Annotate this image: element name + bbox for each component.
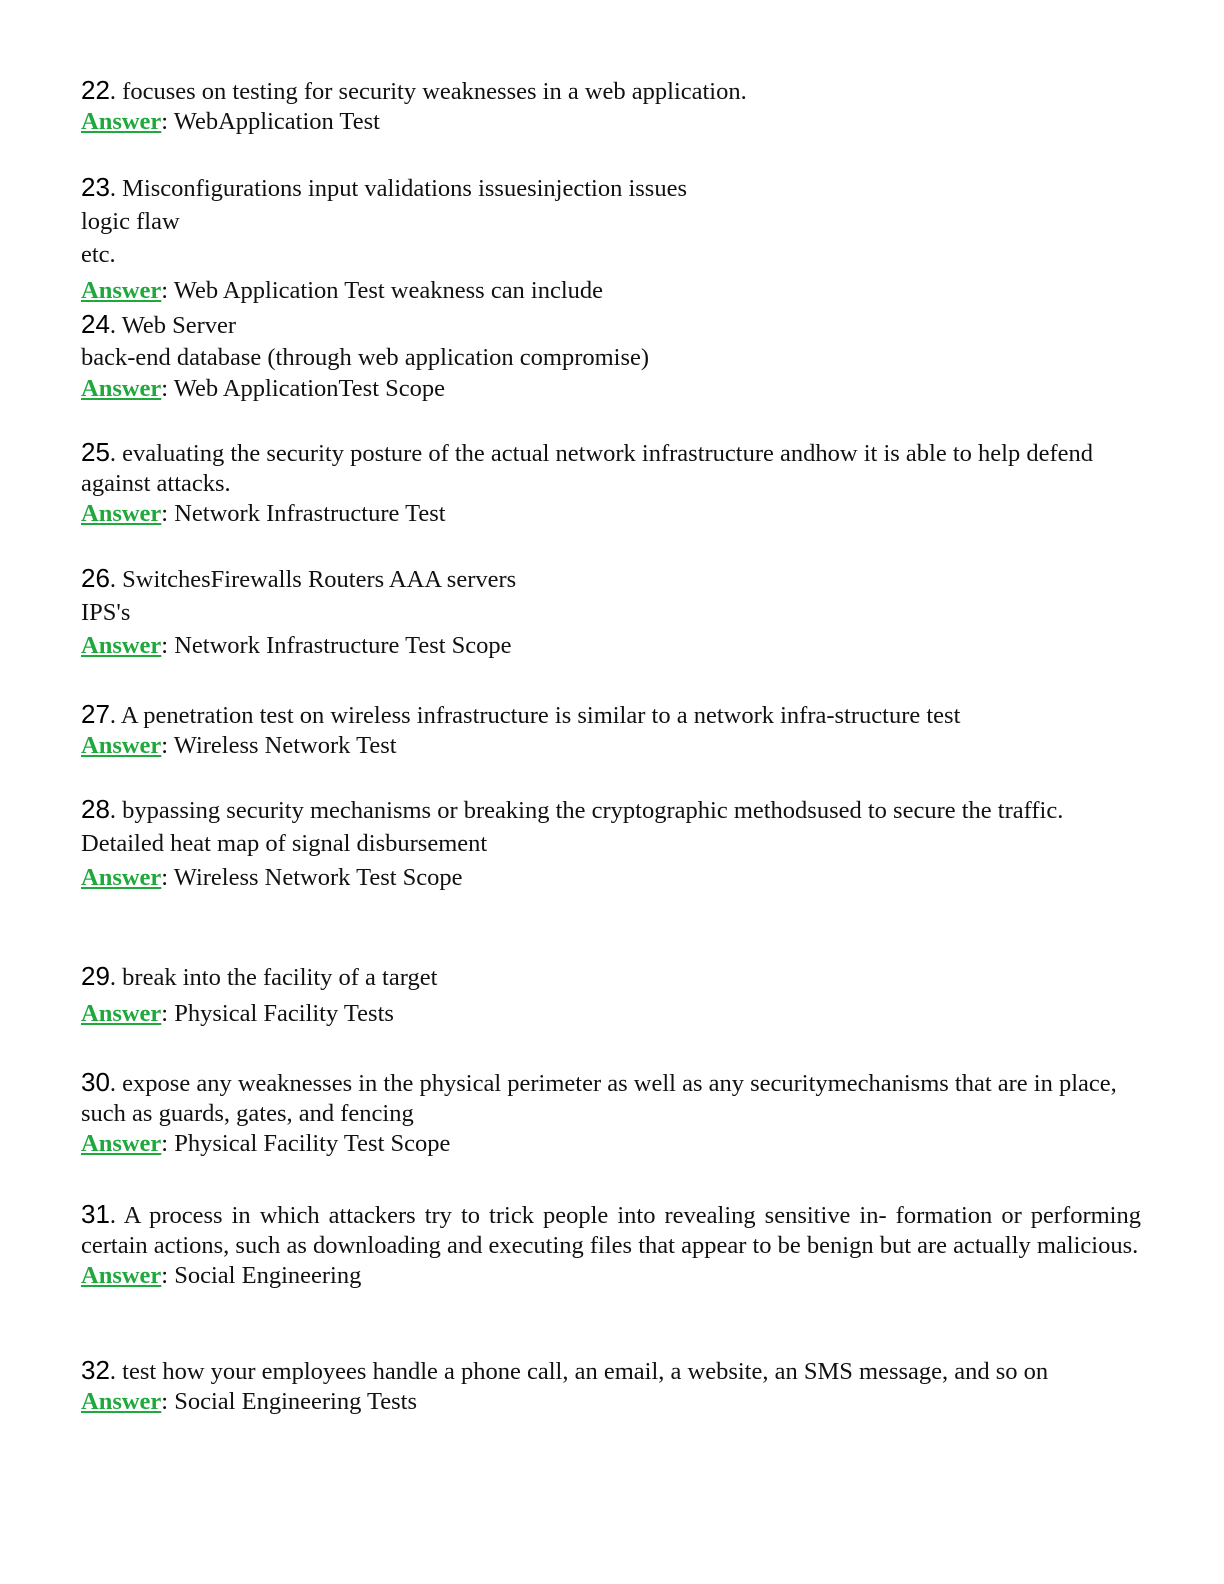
question-line-extra: logic flaw bbox=[81, 208, 180, 235]
answer-label: Answer bbox=[81, 108, 162, 135]
answer-label: Answer bbox=[81, 277, 162, 304]
question-number: 29 bbox=[81, 961, 110, 991]
question-line-extra: IPS's bbox=[81, 599, 131, 626]
answer-text: Web ApplicationTest Scope bbox=[173, 375, 445, 402]
question-number: 28 bbox=[81, 794, 110, 824]
answer-label: Answer bbox=[81, 1000, 162, 1027]
qa-item-24 bbox=[81, 309, 1141, 404]
question-text: expose any weaknesses in the physical perimeter as well as any securitymechanisms that are in place, such as guards, gates, and fencing bbox=[81, 1070, 1117, 1127]
answer-line: Answer: Social Engineering bbox=[81, 1262, 362, 1289]
question-line-extra: back-end database (through web application compromise) bbox=[81, 344, 650, 371]
question-line: 24. Web Server bbox=[81, 309, 237, 339]
answer-label: Answer bbox=[81, 732, 162, 759]
answer-line: Answer: Web ApplicationTest Scope bbox=[81, 375, 445, 402]
qa-item-23 bbox=[81, 172, 1141, 306]
question-text: focuses on testing for security weaknesses in a web application. bbox=[122, 78, 747, 105]
answer-label: Answer bbox=[81, 375, 162, 402]
question-number: 26 bbox=[81, 563, 110, 593]
answer-label: Answer bbox=[81, 500, 162, 527]
question-line: 30. expose any weaknesses in the physical perimeter as well as any securitymechanisms that are in place, such as guards, gates, and fencing bbox=[81, 1067, 1117, 1127]
answer-line: Answer: Wireless Network Test bbox=[81, 732, 397, 759]
question-line: 23. Misconfigurations input validations issuesinjection issues bbox=[81, 172, 687, 202]
qa-item-31 bbox=[81, 1199, 1141, 1291]
answer-line: Answer: Network Infrastructure Test Scope bbox=[81, 632, 512, 659]
answer-text: Web Application Test weakness can include bbox=[173, 277, 604, 304]
qa-item-25 bbox=[81, 437, 1141, 529]
answer-text: Network Infrastructure Test Scope bbox=[174, 632, 512, 659]
question-text: Misconfigurations input validations issuesinjection issues bbox=[122, 175, 687, 202]
question-line: 29. break into the facility of a target bbox=[81, 961, 438, 991]
qa-item-32 bbox=[81, 1355, 1141, 1417]
question-line: 22. focuses on testing for security weaknesses in a web application. bbox=[81, 75, 747, 105]
question-number: 22 bbox=[81, 75, 110, 105]
question-line: 32. test how your employees handle a phone call, an email, a website, an SMS message, and so on bbox=[81, 1355, 1049, 1385]
qa-item-22 bbox=[81, 75, 1141, 137]
answer-text: Social Engineering Tests bbox=[174, 1388, 418, 1415]
answer-line: Answer: Social Engineering Tests bbox=[81, 1388, 418, 1415]
answer-text: Social Engineering bbox=[174, 1262, 362, 1289]
question-line-extra: etc. bbox=[81, 241, 116, 268]
question-text: Web Server bbox=[121, 312, 237, 339]
answer-label: Answer bbox=[81, 1388, 162, 1415]
answer-text: Physical Facility Tests bbox=[174, 1000, 394, 1027]
qa-item-29 bbox=[81, 961, 1141, 1029]
answer-label: Answer bbox=[81, 1130, 162, 1157]
question-text: bypassing security mechanisms or breaking the cryptographic methodsused to secure the traffic. bbox=[122, 797, 1064, 824]
answer-text: Physical Facility Test Scope bbox=[174, 1130, 451, 1157]
answer-text: Network Infrastructure Test bbox=[174, 500, 446, 527]
answer-line: Answer: WebApplication Test bbox=[81, 108, 380, 135]
qa-item-26 bbox=[81, 563, 1141, 661]
answer-line: Answer: Web Application Test weakness can include bbox=[81, 277, 604, 304]
qa-item-27 bbox=[81, 699, 1141, 761]
question-text: A penetration test on wireless infrastructure is similar to a network infra-structure test bbox=[120, 702, 961, 729]
question-number: 24 bbox=[81, 309, 110, 339]
question-text: A process in which attackers try to trick people into revealing sensitive in- formation or performing certain actions, such as downloading and executing files that appear to be benign but are actually malicious. bbox=[81, 1202, 1141, 1259]
question-number: 27 bbox=[81, 699, 110, 729]
answer-label: Answer bbox=[81, 864, 162, 891]
answer-line: Answer: Physical Facility Tests bbox=[81, 1000, 394, 1027]
qa-item-28 bbox=[81, 794, 1141, 893]
question-number: 32 bbox=[81, 1355, 110, 1385]
question-line: 26. SwitchesFirewalls Routers AAA servers bbox=[81, 563, 517, 593]
question-text: break into the facility of a target bbox=[122, 964, 438, 991]
question-number: 31 bbox=[81, 1199, 110, 1229]
answer-line: Answer: Physical Facility Test Scope bbox=[81, 1130, 451, 1157]
answer-line: Answer: Network Infrastructure Test bbox=[81, 500, 446, 527]
answer-line: Answer: Wireless Network Test Scope bbox=[81, 864, 463, 891]
question-number: 25 bbox=[81, 437, 110, 467]
answer-label: Answer bbox=[81, 632, 162, 659]
question-line: 28. bypassing security mechanisms or breaking the cryptographic methodsused to secure the traffic. bbox=[81, 794, 1064, 824]
qa-item-30 bbox=[81, 1067, 1141, 1159]
answer-text: Wireless Network Test Scope bbox=[173, 864, 463, 891]
question-line: 27. A penetration test on wireless infrastructure is similar to a network infra-structure test bbox=[81, 699, 961, 729]
question-number: 23 bbox=[81, 172, 110, 202]
question-line-extra: Detailed heat map of signal disbursement bbox=[81, 830, 488, 857]
answer-text: Wireless Network Test bbox=[173, 732, 397, 759]
question-text: SwitchesFirewalls Routers AAA servers bbox=[122, 566, 517, 593]
question-text: evaluating the security posture of the actual network infrastructure andhow it is able to help defend against attacks. bbox=[81, 440, 1093, 497]
question-line: 31. A process in which attackers try to trick people into revealing sensitive in- formation or performing certain actions, such as downloading and executing files that appear to be benign but are actually malicious. bbox=[81, 1199, 1141, 1259]
question-number: 30 bbox=[81, 1067, 110, 1097]
answer-label: Answer bbox=[81, 1262, 162, 1289]
question-text: test how your employees handle a phone call, an email, a website, an SMS message, and so on bbox=[122, 1358, 1049, 1385]
answer-text: WebApplication Test bbox=[173, 108, 380, 135]
question-line: 25. evaluating the security posture of the actual network infrastructure andhow it is able to help defend against attacks. bbox=[81, 437, 1093, 497]
